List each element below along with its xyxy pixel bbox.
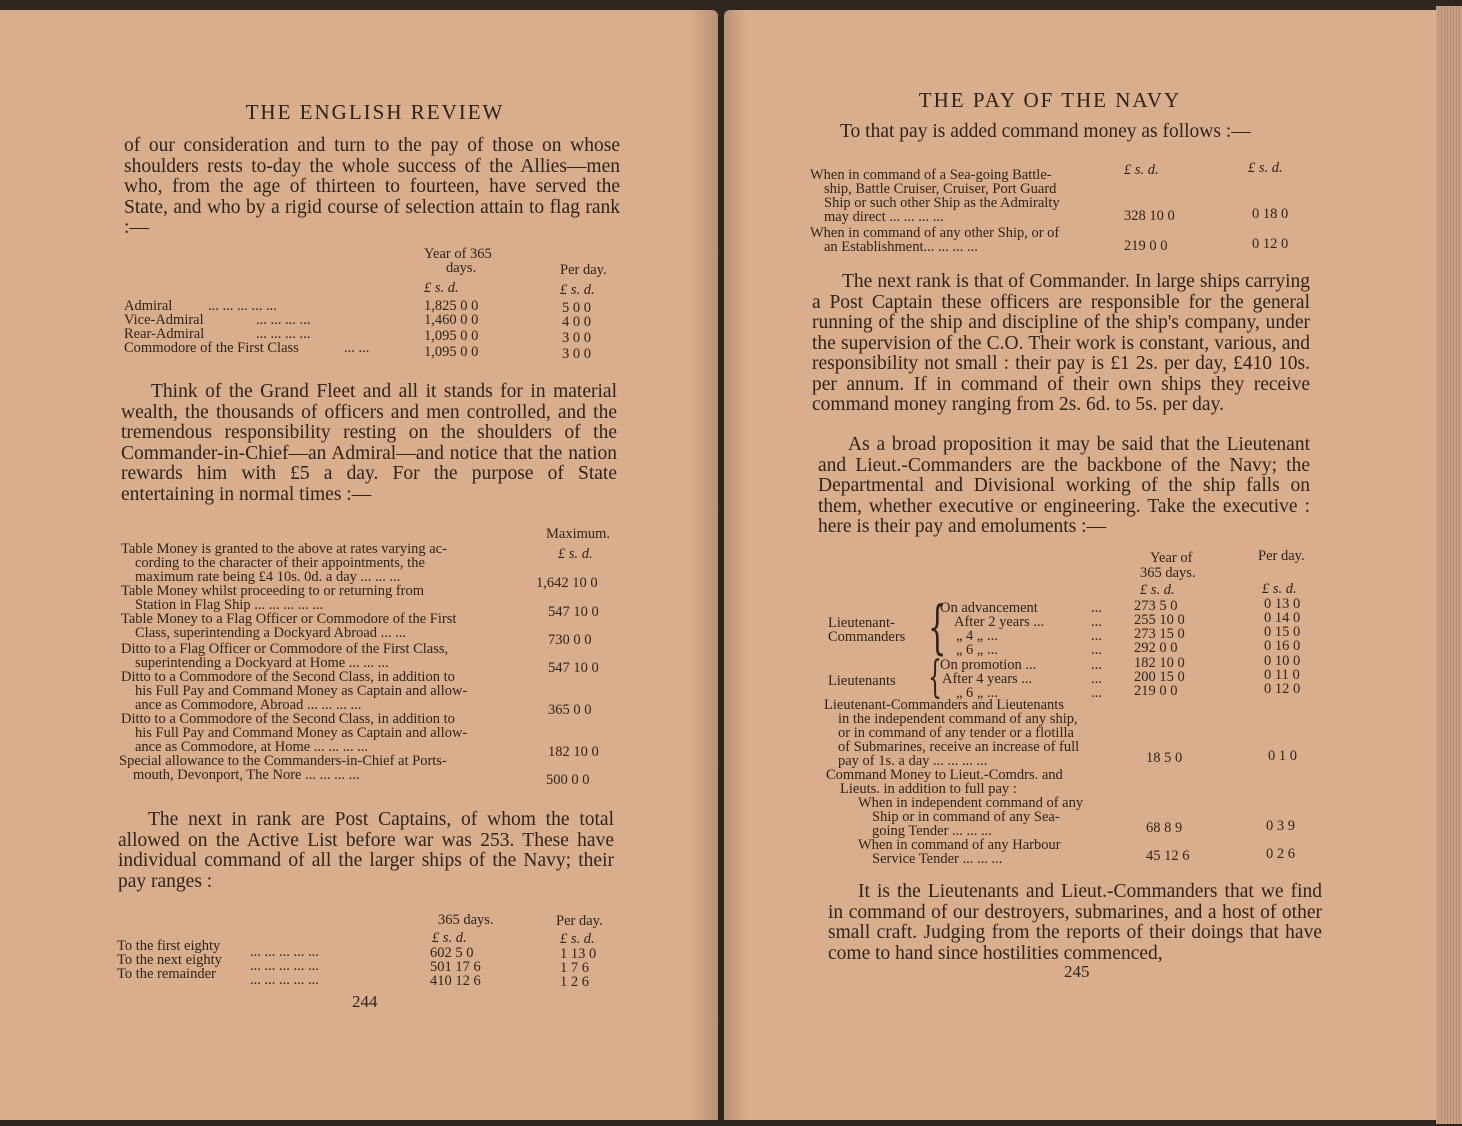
independent-year: 18 5 0	[1146, 750, 1183, 766]
post-captain-paragraph: The next in rank are Post Captains, of whom the total allowed on the Active List before war was 253. These have individual command of all the larger ships of the Navy; their pay ranges :	[118, 809, 614, 892]
table-units-day: £ s. d.	[1248, 160, 1283, 176]
row-line: Station in Flag Ship ... ... ... ... ...	[135, 597, 324, 613]
table-row-label: Admiral	[124, 298, 173, 314]
row-line: Table Money whilst proceeding to or returning from	[121, 583, 425, 599]
row-line: ship, Battle Cruiser, Cruiser, Port Guard	[824, 181, 1057, 197]
table-row-year: 273 15 0	[1134, 626, 1185, 642]
table-header-perday: Per day.	[1258, 548, 1305, 564]
table-row-label: To the next eighty	[117, 952, 222, 968]
table-row-year: 410 12 6	[430, 973, 481, 989]
row-line: Ditto to a Flag Officer or Commodore of the First Class,	[121, 641, 449, 657]
command-money-intro: To that pay is added command money as follows :—	[840, 121, 1251, 142]
table-money-value: 182 10 0	[548, 744, 599, 760]
running-head: THE PAY OF THE NAVY	[918, 88, 1182, 112]
harbour-day: 0 2 6	[1266, 846, 1295, 862]
table-money-row	[121, 712, 511, 754]
row-line: Command Money to Lieut.-Comdrs. and	[826, 767, 1063, 783]
row-line: Ditto to a Commodore of the Second Class, in addition to	[121, 711, 455, 727]
table-row-year: 1,825 0 0	[424, 298, 479, 314]
table-row-label: Vice-Admiral	[124, 312, 204, 328]
table-money-row	[121, 670, 511, 712]
row-line: mouth, Devonport, The Nore ... ... ... ...	[133, 767, 360, 783]
row-line: cording to the character of their appointments, the	[135, 555, 425, 571]
table-row-day: 0 10 0	[1264, 653, 1301, 669]
table-row-day: 0 16 0	[1264, 638, 1301, 654]
table-row-day: 0 11 0	[1264, 667, 1300, 683]
row-line: may direct ... ... ... ...	[824, 209, 944, 225]
table-row-day: 4 0 0	[562, 314, 591, 330]
table-header-perday: Per day.	[556, 913, 603, 929]
harbour-year: 45 12 6	[1146, 848, 1190, 864]
table-money-row	[121, 542, 511, 584]
intro-paragraph: of our consideration and turn to the pay of those on whose shoulders rests to-day the whole success of the Allies—men who, from the age of thirteen to fourteen, have served the State, and who by a rigid course of selection attain to flag rank :—	[124, 135, 620, 238]
table-money-value: 1,642 10 0	[536, 575, 598, 591]
command-row	[810, 226, 1100, 254]
row-line: maximum rate being £4 10s. 0d. a day ... ... ...	[135, 569, 401, 585]
destroyers-paragraph: It is the Lieutenants and Lieut.-Commanders that we find in command of our destroyers, submarines, and a host of other small craft. Judging from the reports of their doings that have come to hand since hostilities commenced,	[828, 881, 1322, 964]
row-line: Table Money to a Flag Officer or Commodore of the First	[121, 611, 457, 627]
row-line: an Establishment... ... ... ...	[824, 239, 978, 255]
group-label-lieutenants: Lieutenants	[828, 673, 896, 689]
brace: {	[928, 593, 947, 661]
table-row-day: 1 7 6	[560, 960, 589, 976]
row-line: ance as Commodore, at Home ... ... ... ...	[135, 739, 369, 755]
table-row-day: 0 12 0	[1264, 681, 1301, 697]
table-row-year: 602 5 0	[430, 945, 474, 961]
table-header-year-days: days.	[446, 260, 477, 276]
grand-fleet-paragraph: Think of the Grand Fleet and all it stands for in material wealth, the thousands of officers and men controlled, and the tremendous responsibility resting on the shoulders of the Commander-in-Chief—an Admiral—and notice that the nation rewards him with £5 a day. For the purpose of State entertaining in normal times :—	[121, 381, 617, 505]
table-row-year: 200 15 0	[1134, 669, 1185, 685]
table-header-year: Year of	[1150, 550, 1193, 566]
table-row-day: 5 0 0	[562, 300, 591, 316]
table-row-label: Commodore of the First Class	[124, 340, 299, 356]
table-row-dots: ...	[1091, 657, 1102, 673]
table-row-day: 1 13 0	[560, 946, 597, 962]
row-line: Class, superintending a Dockyard Abroad ... ...	[135, 625, 407, 641]
table-row-year: 182 10 0	[1134, 655, 1185, 671]
command-row-year: 328 10 0	[1124, 208, 1175, 224]
row-line: in the independent command of any ship,	[838, 711, 1078, 727]
harbour-tender-row	[858, 838, 1118, 866]
group-label-lieut-commanders	[828, 616, 905, 644]
table-money-row	[121, 642, 511, 670]
row-line: his Full Pay and Command Money as Captain and allow-	[135, 683, 468, 699]
table-money-value: 500 0 0	[546, 772, 590, 788]
row-line: superintending a Dockyard at Home ... ... ...	[135, 655, 389, 671]
table-units-day: £ s. d.	[1262, 581, 1297, 597]
row-line: When in command of a Sea-going Battle-	[810, 167, 1052, 183]
table-row-label: „ 6 „ ...	[956, 642, 998, 658]
row-line: Ditto to a Commodore of the Second Class, in addition to	[121, 669, 455, 685]
table-row-year: 219 0 0	[1134, 683, 1178, 699]
row-line: When in command of any other Ship, or of	[810, 225, 1060, 241]
command-row-year: 219 0 0	[1124, 238, 1168, 254]
table-row-dots: ... ... ... ...	[256, 326, 311, 342]
page-number: 244	[352, 992, 378, 1011]
seagoing-year: 68 8 9	[1146, 820, 1183, 836]
page-number: 245	[1064, 962, 1090, 981]
table-row-label: To the remainder	[117, 966, 216, 982]
row-line: or in command of any tender or a flotilla	[838, 725, 1074, 741]
table-units-year: £ s. d.	[432, 930, 467, 946]
table-row-year: 273 5 0	[1134, 598, 1178, 614]
row-line: Ship or in command of any Sea-	[872, 809, 1060, 825]
row-line: Table Money is granted to the above at rates varying ac-	[121, 541, 447, 557]
table-row-label: On advancement	[940, 600, 1038, 616]
row-line: going Tender ... ... ...	[872, 823, 992, 839]
table-row-dots: ... ... ... ... ...	[208, 298, 277, 314]
row-line: Lieuts. in addition to full pay :	[840, 781, 1017, 797]
command-row-day: 0 18 0	[1252, 206, 1289, 222]
commander-paragraph: The next rank is that of Commander. In large ships carrying a Post Captain these officers are responsible for the general running of the ship and discipline of the ship's company, under the supervision of the C.O. Their work is constant, various, and responsibility not small : their pay is £1 2s. per day, £410 10s. per annum. If in command of their own ships they receive command money ranging from 2s. 6d. to 5s. per day.	[812, 271, 1310, 415]
table-row-year: 1,095 0 0	[424, 328, 479, 344]
table-units-year: £ s. d.	[424, 280, 459, 296]
table-money-row	[119, 754, 511, 782]
table-header-maximum: Maximum.	[546, 526, 611, 542]
row-line: Service Tender ... ... ...	[872, 851, 1003, 867]
table-header-perday: Per day.	[560, 262, 607, 278]
left-page	[0, 10, 718, 1120]
table-header-year: 365 days.	[438, 912, 494, 928]
table-row-day: 1 2 6	[560, 974, 589, 990]
table-row-label: After 2 years ...	[954, 614, 1045, 630]
table-row-dots: ...	[1091, 671, 1102, 687]
table-units-day: £ s. d.	[560, 282, 595, 298]
table-money-value: 365 0 0	[548, 702, 592, 718]
table-row-label: Rear-Admiral	[124, 326, 205, 342]
group-label-line: Lieutenant-	[828, 615, 895, 631]
row-line: pay of 1s. a day ... ... ... ...	[838, 753, 988, 769]
table-units-day: £ s. d.	[560, 931, 595, 947]
table-money-value: 547 10 0	[548, 604, 599, 620]
table-row-day: 3 0 0	[562, 330, 591, 346]
book-page-edges	[1436, 6, 1462, 1124]
table-units-year: £ s. d.	[1140, 582, 1175, 598]
table-row-dots: ...	[1091, 600, 1102, 616]
table-row-label: „ 6 „ ...	[956, 685, 998, 701]
row-line: of Submarines, receive an increase of full	[838, 739, 1080, 755]
row-line: ance as Commodore, Abroad ... ... ... ...	[135, 697, 362, 713]
table-row-label: To the first eighty	[117, 938, 221, 954]
row-line: When in independent command of any	[858, 795, 1084, 811]
row-line: Special allowance to the Commanders-in-Chief at Ports-	[119, 753, 447, 769]
table-row-year: 255 10 0	[1134, 612, 1185, 628]
table-row-dots: ...	[1091, 642, 1102, 658]
table-row-label: After 4 years ...	[942, 671, 1033, 687]
gutter-shadow	[688, 10, 718, 1120]
table-row-year: 1,460 0 0	[424, 312, 479, 328]
table-row-dots: ... ... ... ... ...	[250, 944, 319, 960]
table-header-year-days: 365 days.	[1140, 565, 1196, 581]
table-row-dots: ...	[1091, 614, 1102, 630]
table-row-dots: ... ...	[344, 340, 370, 356]
command-money-lieut-row	[826, 768, 1116, 796]
group-label-line: Commanders	[828, 629, 906, 645]
seagoing-tender-row	[858, 796, 1118, 838]
row-line: Lieutenant-Commanders and Lieutenants	[824, 697, 1064, 713]
table-row-label: On promotion ...	[940, 657, 1037, 673]
table-money-value: 730 0 0	[548, 632, 592, 648]
command-row	[810, 168, 1100, 224]
table-units: £ s. d.	[558, 546, 593, 562]
table-row-day: 3 0 0	[562, 346, 591, 362]
table-money-row	[121, 612, 511, 640]
row-line: When in command of any Harbour	[858, 837, 1061, 853]
table-row-day: 0 14 0	[1264, 610, 1301, 626]
row-line: Ship or such other Ship as the Admiralty	[824, 195, 1060, 211]
table-money-row	[121, 584, 511, 612]
command-row-day: 0 12 0	[1252, 236, 1289, 252]
independent-day: 0 1 0	[1268, 748, 1297, 764]
right-page	[724, 10, 1436, 1120]
table-row-day: 0 15 0	[1264, 624, 1301, 640]
table-units-year: £ s. d.	[1124, 162, 1159, 178]
table-row-year: 1,095 0 0	[424, 344, 479, 360]
table-row-label: „ 4 „ ...	[956, 628, 998, 644]
table-header-year: Year of 365	[424, 246, 492, 262]
table-money-value: 547 10 0	[548, 660, 599, 676]
table-row-year: 501 17 6	[430, 959, 481, 975]
table-row-dots: ...	[1091, 628, 1102, 644]
table-row-dots: ... ... ... ... ...	[250, 958, 319, 974]
gutter-shadow	[724, 10, 748, 1120]
independent-command-row	[824, 698, 1114, 768]
table-row-dots: ... ... ... ...	[256, 312, 311, 328]
brace: {	[928, 652, 942, 703]
table-row-dots: ...	[1091, 685, 1102, 701]
running-head: THE ENGLISH REVIEW	[245, 100, 505, 124]
lieutenant-paragraph: As a broad proposition it may be said that the Lieutenant and Lieut.-Commanders are the backbone of the Navy; the Departmental and Divisional working of the ship falls on them, whether executive or engineering. Take the executive : here is their pay and emoluments :—	[818, 434, 1310, 537]
table-row-day: 0 13 0	[1264, 596, 1301, 612]
row-line: his Full Pay and Command Money as Captain and allow-	[135, 725, 468, 741]
seagoing-day: 0 3 9	[1266, 818, 1295, 834]
table-row-dots: ... ... ... ... ...	[250, 972, 319, 988]
table-row-year: 292 0 0	[1134, 640, 1178, 656]
